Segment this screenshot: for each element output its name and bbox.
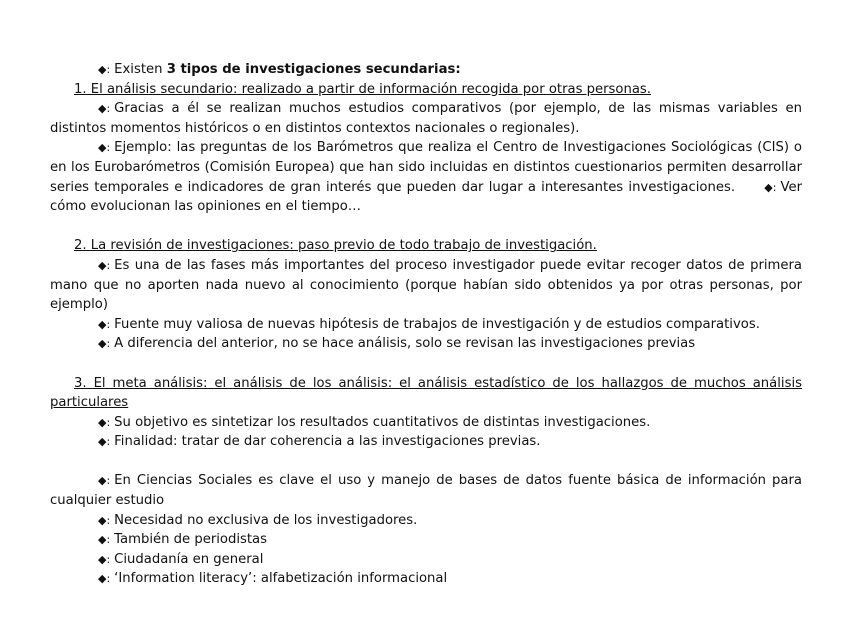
bullet-icon: ◆: [98, 102, 111, 116]
bullet-icon: ◆: [98, 141, 111, 155]
bullet-icon: ◆: [98, 552, 111, 566]
section-2-para-1: ◆: Es una de las fases más importantes del proceso investigador puede evitar recoger datos de primera mano que no aporten nada nuevo al conocimiento (porque habían sido obtenidos ya por otras personas, por ejemplo) [50, 257, 802, 313]
bullet-icon: ◆: [98, 63, 111, 76]
list-item: ◆: ‘Information literacy’: alfabetización informacional [50, 569, 802, 589]
section-1-heading: 1. El análisis secundario: realizado a partir de información recogida por otras personas. [74, 81, 651, 97]
list-item: ◆: Necesidad no exclusiva de los investigadores. [50, 511, 802, 531]
bullet-icon: ◆: [98, 474, 111, 488]
section-3-para-1: ◆: Su objetivo es sintetizar los resultados cuantitativos de distintas investigaciones. [50, 413, 802, 433]
list-item: ◆: También de periodistas [50, 530, 802, 550]
section-2-para-2: ◆: Fuente muy valiosa de nuevas hipótesis de trabajos de investigación y de estudios comparativos. [50, 315, 802, 335]
intro-line: ◆: Existen 3 tipos de investigaciones secundarias: [50, 60, 802, 80]
section-4-para-1: ◆: En Ciencias Sociales es clave el uso y manejo de bases de datos fuente básica de información para cualquier estudio [50, 473, 802, 509]
section-3-para-2: ◆: Finalidad: tratar de dar coherencia a las investigaciones previas. [50, 432, 802, 452]
bullet-icon: ◆: [98, 572, 111, 586]
bullet-icon: ◆: [98, 317, 111, 331]
section-1-para-2: ◆: Ejemplo: las preguntas de los Barómetros que realiza el Centro de Investigaciones Sociológicas (CIS) o en los Eurobarómetros (Comisión Europea) que han sido incluidas en distintos cuestionarios permiten desarrollar series temporales e indicadores de gran interés que pueden dar lugar a interesantes investigaciones. ◆: Ver cómo evolucionan las opiniones en el tiempo… [50, 140, 802, 215]
bullet-icon: ◆: [98, 258, 111, 272]
bullet-icon: ◆: [98, 337, 111, 351]
bullet-icon: ◆: [764, 180, 777, 194]
list-item: ◆: Ciudadanía en general [50, 550, 802, 570]
bullet-icon: ◆: [98, 533, 111, 547]
document-page [50, 60, 802, 589]
section-2-para-3: ◆: A diferencia del anterior, no se hace análisis, solo se revisan las investigaciones previas [50, 334, 802, 354]
section-1-para-1: ◆: Gracias a él se realizan muchos estudios comparativos (por ejemplo, de las mismas variables en distintos momentos históricos o en distintos contextos nacionales o regionales). [50, 101, 802, 136]
intro-bold: 3 tipos de investigaciones secundarias: [166, 62, 461, 77]
section-2-heading: 2. La revisión de investigaciones: paso previo de todo trabajo de investigación. [74, 238, 597, 254]
bullet-icon: ◆: [98, 415, 111, 429]
bullet-icon: ◆: [98, 513, 111, 527]
bullet-icon: ◆: [98, 435, 111, 449]
section-3-heading: 3. El meta análisis: el análisis de los análisis: el análisis estadístico de los hallazgos de muchos análisis particulares [50, 375, 802, 411]
